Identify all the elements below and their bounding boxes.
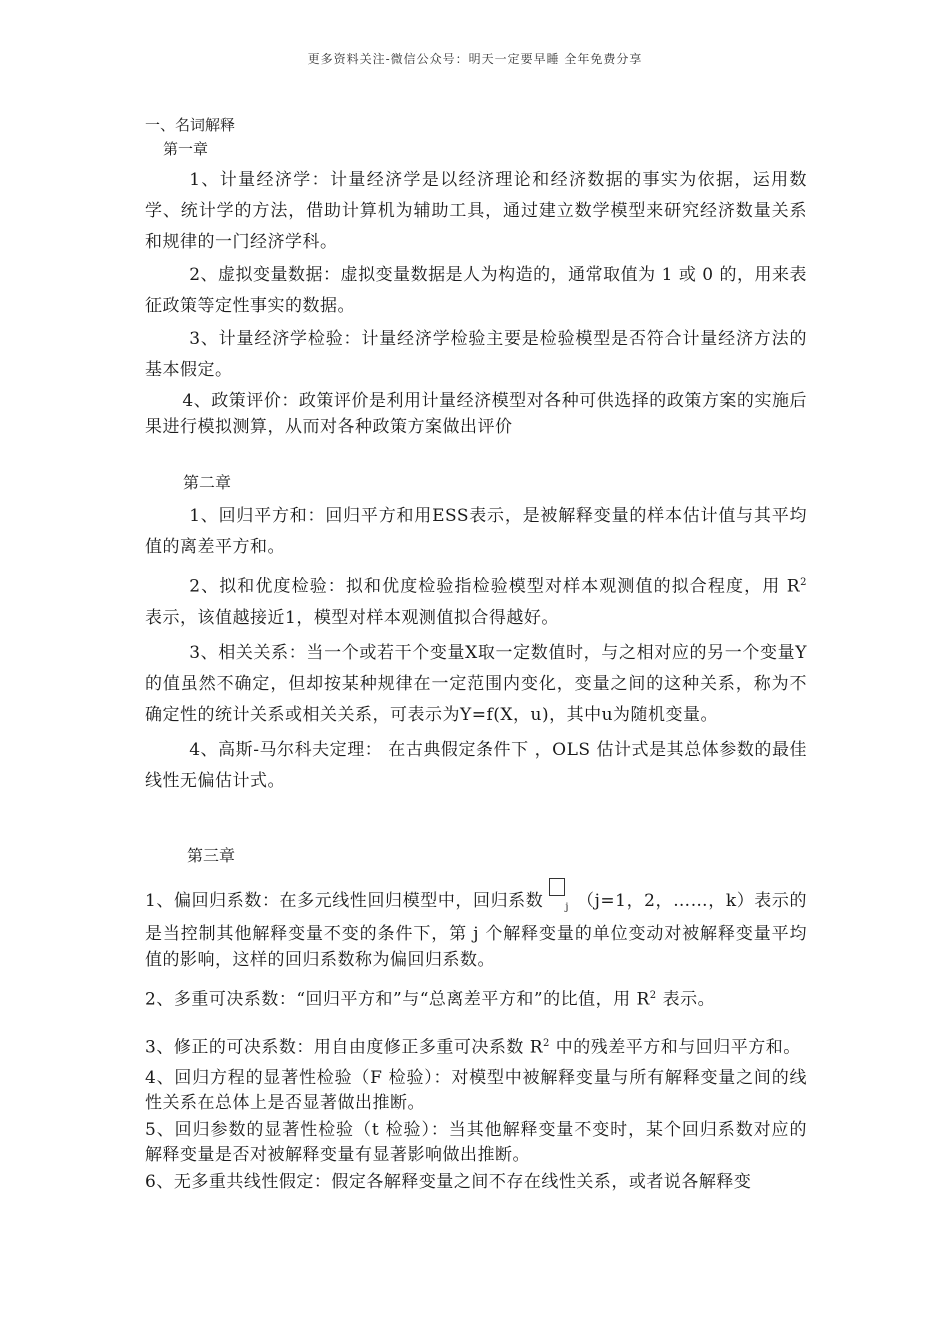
ch2-item-4: 4、高斯-马尔科夫定理： 在古典假定条件下 ，OLS 估计式是其总体参数的最佳线性无偏估计式。 (145, 739, 807, 791)
document-body (145, 114, 807, 1195)
ch3-item-3-text-b: 中的残差平方和与回归平方和。 (549, 1037, 801, 1058)
ch3-item-3-superscript: 2 (543, 1037, 550, 1049)
ch1-item-2: 2、虚拟变量数据：虚拟变量数据是人为构造的，通常取值为 1 或 0 的，用来表征政策等定性事实的数据。 (145, 265, 807, 316)
ch2-item-1: 1、回归平方和：回归平方和用ESS表示，是被解释变量的样本估计值与其平均值的离差平方和。 (145, 506, 807, 557)
ch2-item-2 (145, 567, 807, 634)
ch3-item-2-superscript: 2 (649, 990, 657, 1002)
ch1-item-1: 1、计量经济学：计量经济学是以经济理论和经济数据的事实为依据，运用数学、统计学的方法，借助计算机为辅助工具，通过建立数学模型来研究经济数量关系和规律的一门经济学科。 (145, 170, 807, 252)
section-title: 一、名词解释 (145, 116, 236, 134)
ch3-item-2-text-a: 2、多重可决系数：“回归平方和”与“总离差平方和”的比值，用 R (145, 989, 650, 1010)
ch1-item-4: 4、政策评价：政策评价是利用计量经济模型对各种可供选择的政策方案的实施后果进行模拟测算，从而对各种政策方案做出评价 (145, 391, 807, 437)
ch3-item-6: 6、无多重共线性假定：假定各解释变量之间不存在线性关系，或者说各解释变 (145, 1172, 752, 1193)
ch3-item-3 (145, 1027, 807, 1065)
chapter-3-title: 第三章 (187, 845, 236, 865)
ch3-item-4: 4、回归方程的显著性检验（F 检验）：对模型中被解释变量与所有解释变量之间的线性关系在总体上是否显著做出推断。 (145, 1068, 807, 1114)
ch3-item-5: 5、回归参数的显著性检验（t 检验）：当其他解释变量不变时，某个回归系数对应的解释变量是否对被解释变量有显著影响做出推断。 (145, 1120, 807, 1166)
ch3-item-1-text-b: （j=1，2，……，k）表示的是当控制其他解释变量不变的条件下，第 j 个解释变量的单位变动对被解释变量平均值的影响，这样的回归系数称为偏回归系数。 (145, 890, 807, 971)
ch1-item-3: 3、计量经济学检验：计量经济学检验主要是检验模型是否符合计量经济方法的基本假定。 (145, 329, 807, 380)
missing-symbol-box (549, 878, 565, 896)
ch3-item-1-subscript: j (565, 902, 569, 914)
ch2-item-2-superscript: 2 (800, 577, 807, 588)
page-header: 更多资料关注-微信公众号：明天一定要早睡 全年免费分享 (307, 52, 643, 66)
ch2-item-2-text-a: 2、拟和优度检验：拟和优度检验指检验模型对样本观测值的拟合程度，用 R (189, 576, 801, 597)
ch3-item-2 (145, 983, 807, 1013)
ch2-item-3: 3、相关关系：当一个或若干个变量X取一定数值时，与之相对应的另一个变量Y的值虽然不确定，但却按某种规律在一定范围内变化，变量之间的这种关系，称为不确定性的统计关系或相关关系，可表示为Y=f(X，u)，其中u为随机变量。 (145, 642, 807, 725)
ch3-item-1-text-a: 1、偏回归系数：在多元线性回归模型中，回归系数 (145, 890, 544, 911)
ch3-item-3-text-a: 3、修正的可决系数：用自由度修正多重可决系数 R (145, 1037, 544, 1058)
ch3-item-1 (145, 888, 807, 973)
chapter-2-title: 第二章 (183, 473, 232, 492)
chapter-1-title: 第一章 (163, 140, 209, 158)
ch3-item-2-text-b: 表示。 (656, 989, 716, 1010)
ch2-item-2-text-b: 表示，该值越接近1，模型对样本观测值拟合得越好。 (145, 607, 559, 628)
